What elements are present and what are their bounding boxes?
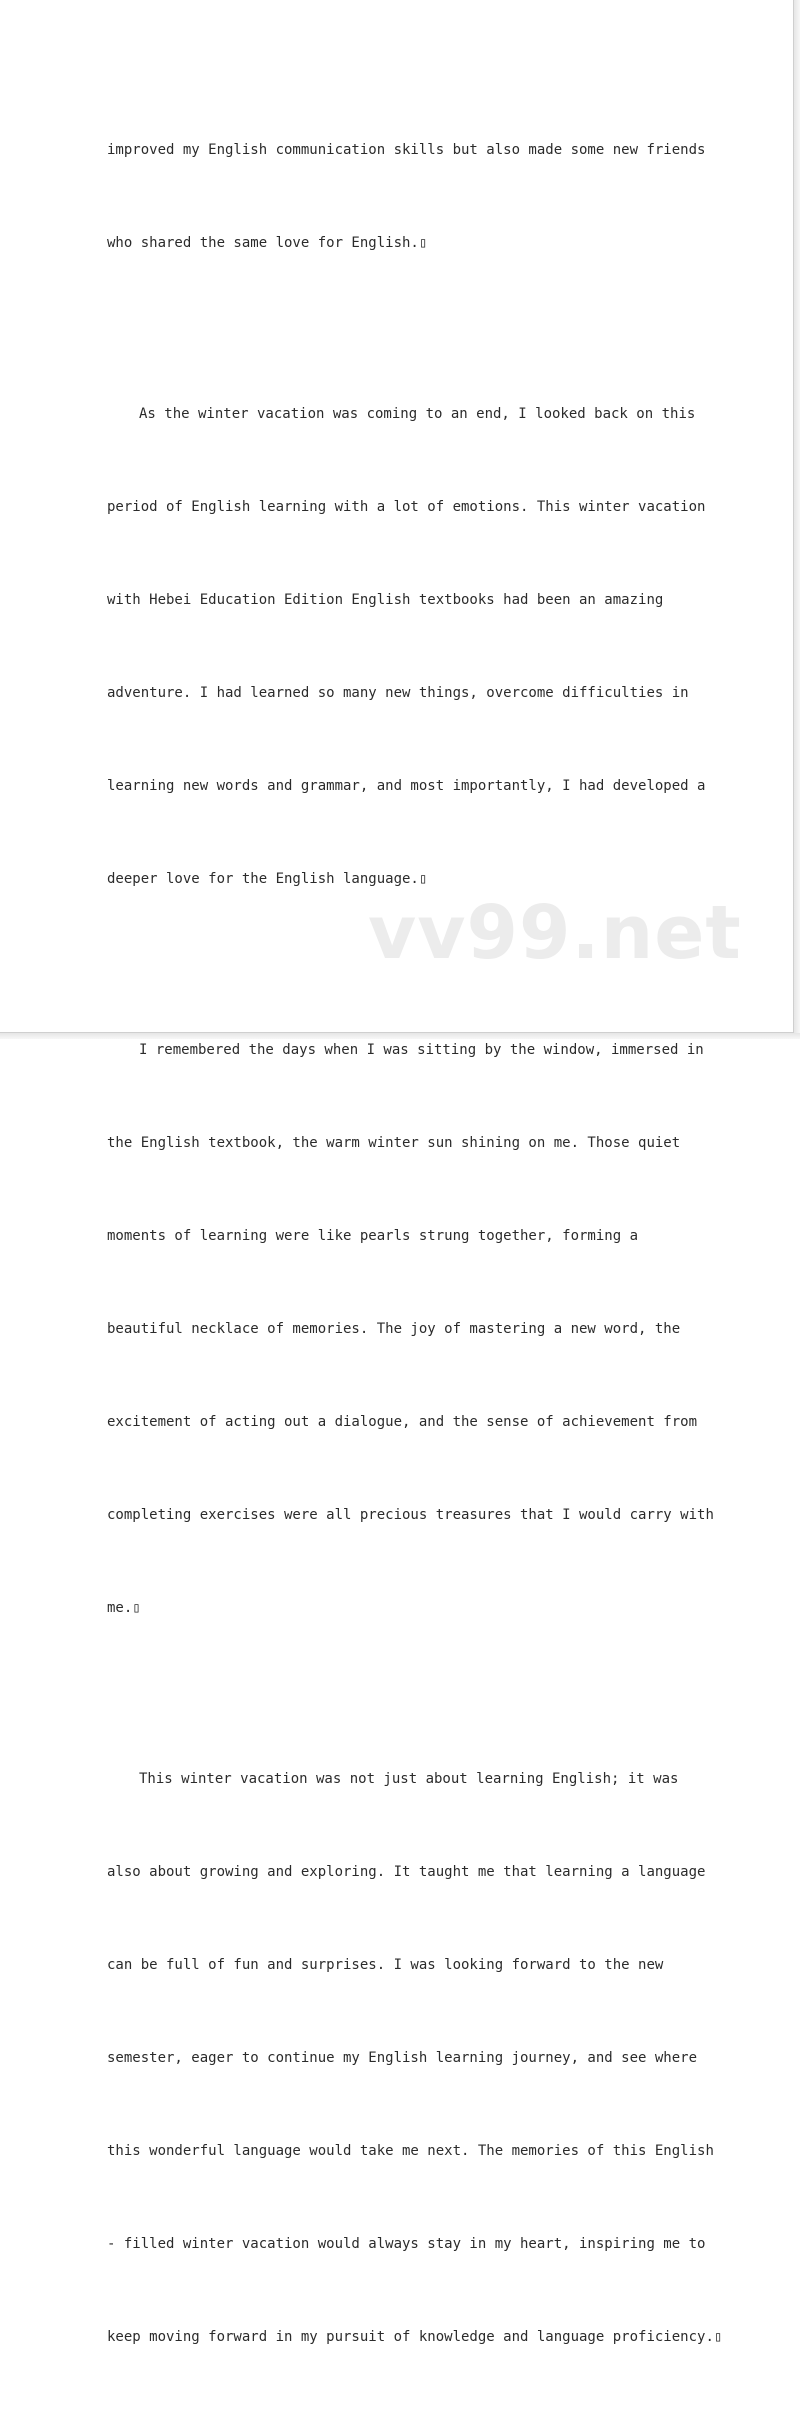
text-line: also about growing and exploring. It taught me that learning a language (107, 1864, 706, 1880)
text-line: this wonderful language would take me next. The memories of this English (107, 2143, 714, 2159)
text-line: moments of learning were like pearls strung together, forming a (107, 1228, 639, 1244)
text-line: beautiful necklace of memories. The joy of mastering a new word, the (107, 1321, 681, 1337)
page-shadow-bottom (0, 1033, 800, 1039)
text-line: - filled winter vacation would always stay in my heart, inspiring me to (107, 2236, 706, 2252)
text-line: excitement of acting out a dialogue, and the sense of achievement from (107, 1414, 698, 1430)
text-line: I remembered the days when I was sitting by the window, immersed in (139, 1042, 704, 1058)
paragraph-3 (107, 973, 714, 1686)
text-line: keep moving forward in my pursuit of knowledge and language proficiency.▯ (107, 2329, 723, 2345)
text-line: with Hebei Education Edition English textbooks had been an amazing (107, 592, 664, 608)
text-line: This winter vacation was not just about learning English; it was (139, 1771, 679, 1787)
text-line: completing exercises were all precious treasures that I would carry with (107, 1507, 714, 1523)
text-line: who shared the same love for English.▯ (107, 235, 428, 251)
text-line: learning new words and grammar, and most importantly, I had developed a (107, 778, 706, 794)
document-body (107, 73, 723, 2431)
text-line: improved my English communication skills but also made some new friends (107, 142, 706, 158)
paragraph-4 (107, 1702, 723, 2415)
text-line: the English textbook, the warm winter sun shining on me. Those quiet (107, 1135, 681, 1151)
watermark: vv99.net (368, 890, 742, 976)
text-line: me.▯ (107, 1600, 141, 1616)
paragraph-1 (107, 73, 706, 321)
text-line: adventure. I had learned so many new things, overcome difficulties in (107, 685, 689, 701)
paragraph-2 (107, 337, 706, 957)
text-line: period of English learning with a lot of emotions. This winter vacation (107, 499, 706, 515)
text-line: deeper love for the English language.▯ (107, 871, 428, 887)
text-line: semester, eager to continue my English learning journey, and see where (107, 2050, 698, 2066)
text-line: can be full of fun and surprises. I was looking forward to the new (107, 1957, 664, 1973)
text-line: As the winter vacation was coming to an end, I looked back on this (139, 406, 696, 422)
page-shadow-right (794, 0, 800, 1039)
